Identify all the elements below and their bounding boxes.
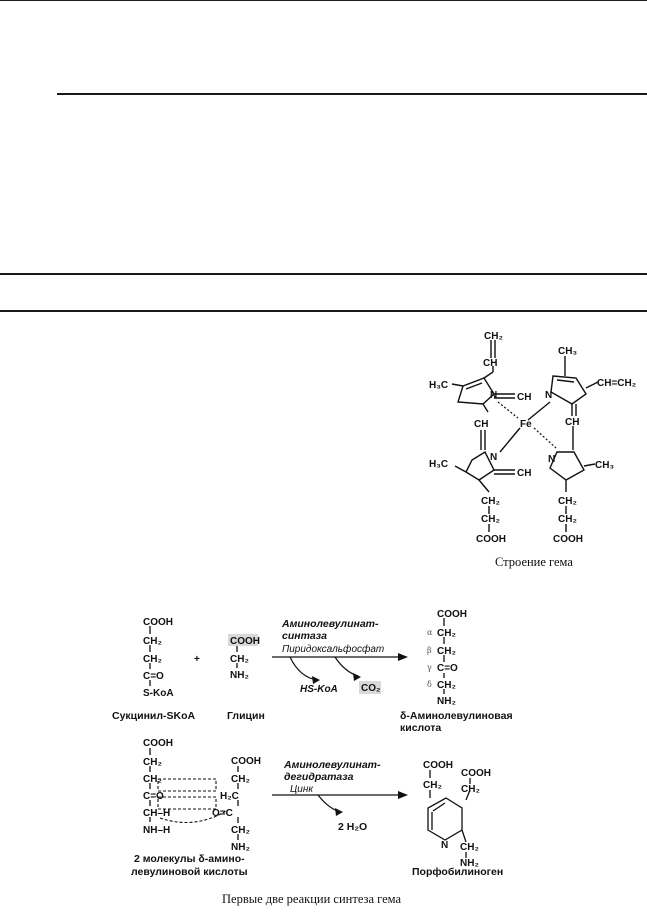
- ala-nh2: NH₂: [437, 696, 456, 707]
- label-pbg: Порфобилиноген: [412, 866, 504, 878]
- enzyme-2-line1: Аминолевулинат-: [284, 759, 381, 771]
- label-sub2-line1: 2 молекулы δ-амино-: [134, 853, 245, 865]
- ala-beta: β: [427, 646, 432, 655]
- pbg-nh2: NH₂: [460, 858, 479, 869]
- heme-n-3: N: [490, 452, 498, 463]
- plus-sign: +: [194, 654, 200, 665]
- heme-ch-top: CH: [483, 358, 498, 369]
- heme-cooh-l: COOH: [476, 534, 506, 545]
- m2-h2c: H₂C: [220, 791, 239, 802]
- ala-c-eq-o: C=O: [437, 663, 458, 674]
- ala-alpha: α: [427, 628, 433, 637]
- m1-ch2-2: CH₂: [143, 774, 162, 785]
- pbg-ch2-2: CH₂: [461, 784, 480, 795]
- m2-cooh: COOH: [231, 756, 261, 767]
- heme-ch-mid: CH: [517, 392, 532, 403]
- m1-c-eq-o: C=O: [143, 791, 164, 802]
- heme-ch3-lower: CH₃: [595, 460, 615, 471]
- succ-ch2-1: CH₂: [143, 636, 162, 647]
- heme-ch2-r1: CH₂: [558, 496, 577, 507]
- heme-ch3-right: CH₃: [558, 346, 578, 357]
- ala-delta: δ: [427, 680, 432, 689]
- heme-n-1: N: [490, 390, 498, 401]
- heme-h3c-lower: H₃C: [429, 459, 449, 470]
- pbg-cooh-2: COOH: [461, 768, 491, 779]
- heme-ch-left: CH: [474, 419, 489, 430]
- heme-n-4: N: [548, 454, 556, 465]
- enzyme-2-line2: дегидратаза: [284, 771, 354, 783]
- side-product-hskoa: HS-KoA: [300, 684, 338, 695]
- ala-ch2-1: CH₂: [437, 628, 456, 639]
- pbg-cooh-1: COOH: [423, 760, 453, 771]
- gly-ch2: CH₂: [230, 654, 249, 665]
- label-succinyl: Сукцинил-SKoA: [112, 710, 196, 722]
- m1-nh-h: NH–H: [143, 825, 171, 836]
- heme-n-2: N: [545, 390, 553, 401]
- m1-ch-h: CH–H: [143, 808, 171, 819]
- heme-caption: Строение гема: [495, 555, 573, 569]
- ala-ch2-3: CH₂: [437, 680, 456, 691]
- gly-nh2: NH₂: [230, 670, 249, 681]
- heme-h3c-upper: H₃C: [429, 380, 449, 391]
- gly-cooh: COOH: [230, 636, 260, 647]
- m2-ch2: CH₂: [231, 774, 250, 785]
- heme-fe: Fe: [520, 419, 532, 430]
- ala-cooh: COOH: [437, 609, 467, 620]
- figure-caption: Первые две реакции синтеза гема: [222, 892, 402, 906]
- pbg-n: N: [441, 840, 449, 851]
- m2-o-eq-c: O=C: [212, 808, 233, 819]
- ala-gamma: γ: [427, 663, 432, 672]
- label-sub2-line2: левулиновой кислоты: [131, 866, 248, 878]
- m1-ch2-1: CH₂: [143, 757, 162, 768]
- m1-cooh: COOH: [143, 738, 173, 749]
- side-product-co2: CO₂: [361, 683, 381, 694]
- heme-vinyl-right: CH=CH₂: [597, 378, 637, 389]
- succ-skoa: S-KoA: [143, 688, 174, 699]
- cofactor-2: Цинк: [290, 784, 314, 795]
- heme-ch-low: CH: [517, 468, 532, 479]
- heme-ch2-l1: CH₂: [481, 496, 500, 507]
- label-glycine: Глицин: [227, 710, 265, 722]
- pbg-ch2-3: CH₂: [460, 842, 479, 853]
- enzyme-1-line1: Аминолевулинат-: [282, 618, 379, 630]
- heme-cooh-r: COOH: [553, 534, 583, 545]
- side-product-water: 2 H₂O: [338, 821, 368, 833]
- succ-ch2-2: CH₂: [143, 654, 162, 665]
- heme-ch2-l2: CH₂: [481, 514, 500, 525]
- enzyme-1-line2: синтаза: [282, 630, 327, 642]
- ala-ch2-2: CH₂: [437, 646, 456, 657]
- label-ala-line1: δ-Аминолевулиновая: [400, 710, 513, 722]
- m2-ch2-2: CH₂: [231, 825, 250, 836]
- heme-ch-right: CH: [565, 417, 580, 428]
- succ-c-eq-o: C=O: [143, 671, 164, 682]
- heme-ch2-top: CH₂: [484, 331, 503, 342]
- cofactor-1: Пиридоксальфосфат: [282, 644, 385, 655]
- label-ala-line2: кислота: [400, 722, 442, 734]
- pbg-ch2-1: CH₂: [423, 780, 442, 791]
- succ-cooh: COOH: [143, 617, 173, 628]
- m2-nh2: NH₂: [231, 842, 250, 853]
- heme-ch2-r2: CH₂: [558, 514, 577, 525]
